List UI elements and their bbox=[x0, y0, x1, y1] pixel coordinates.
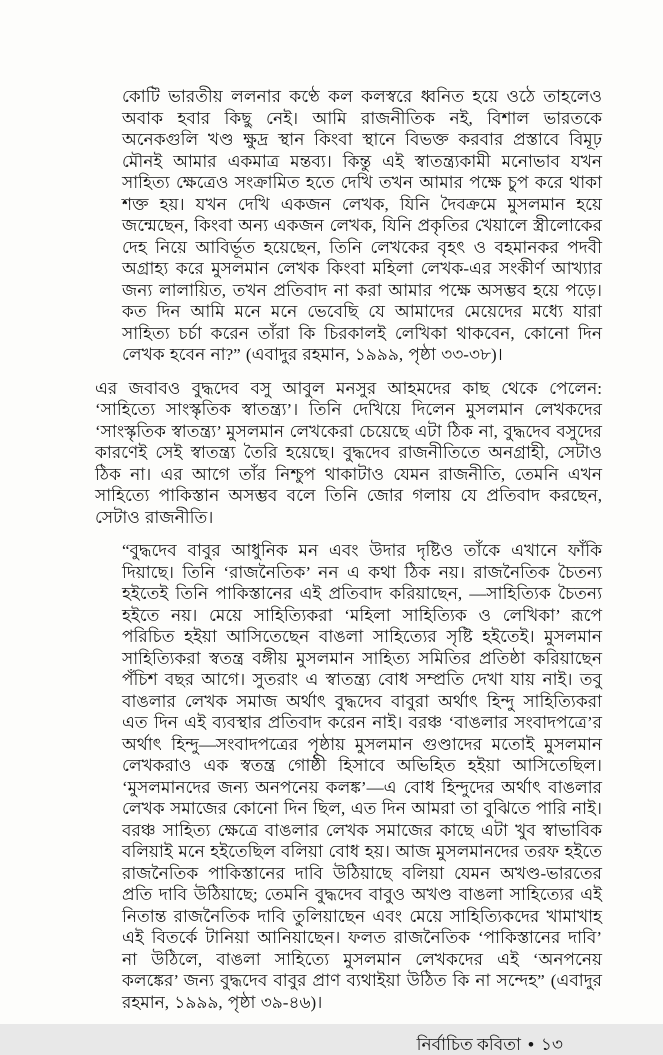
body-paragraph: এর জবাবও বুদ্ধদেব বসু আবুল মনসুর আহমদের কাছ থেকে পেলেন: ‘সাহিত্যে সাংস্কৃতিক স্বাতন্ত্র্য’। তিনি দেখিয়ে দিলেন মুসলমান লেখকদের ‘সাংস্কৃতিক স্বাতন্ত্র্য’ মুসলমান লেখকেরা চেয়েছে এটা ঠিক না, বুদ্ধদেব বসুদের কারণেই সেই স্বাতন্ত্র্য তৈরি হয়েছে। বুদ্ধদেব রাজনীতিতে অনগ্রাহী, সেটাও ঠিক না। এর আগে তাঁর নিশ্চুপ থাকাটাও যেমন রাজনীতি, তেমনি এখন সাহিত্যে পাকিস্তান অসম্ভব বলে তিনি জোর গলায় যে প্রতিবাদ করছেন, সেটাও রাজনীতি। bbox=[95, 378, 602, 527]
footer-book-title: নির্বাচিত কবিতা bbox=[416, 1035, 521, 1054]
footer-bullet-separator: • bbox=[527, 1035, 534, 1054]
blockquote-paragraph-1: কোটি ভারতীয় ললনার কণ্ঠে কল কলস্বরে ধ্বনিত হয়ে ওঠে তাহলেও অবাক হবার কিছু নেই। আমি রাজনীতিক নই, বিশাল ভারতকে অনেকগুলি খণ্ড ক্ষুদ্র স্থান কিংবা স্থানে বিভক্ত করবার প্রস্তাবে বিমূঢ় মৌনই আমার একমাত্র মন্তব্য। কিন্তু এই স্বাতন্ত্র্যকামী মনোভাব যখন সাহিত্য ক্ষেত্রেও সংক্রামিত হতে দেখি তখন আমার পক্ষে চুপ করে থাকা শক্ত হয়। যখন দেখি একজন লেখক, যিনি দৈবক্রমে মুসলমান হয়ে জন্মেছেন, কিংবা অন্য একজন লেখক, যিনি প্রকৃতির খেয়ালে স্ত্রীলোকের দেহ নিয়ে আবির্ভূত হয়েছেন, তিনি লেখকের বৃহৎ ও বহমানকর পদবী অগ্রাহ্য করে মুসলমান লেখক কিংবা মহিলা লেখক-এর সংকীর্ণ আখ্যার জন্য লালায়িত, তখন প্রতিবাদ না করা আমার পক্ষে অসম্ভব হয়ে পড়ে। কত দিন আমি মনে মনে ভেবেছি যে আমাদের মেয়েদের মধ্যে যারা সাহিত্য চর্চা করেন তাঁরা কি চিরকালই লেখিকা থাকবেন, কোনো দিন লেখক হবেন না?” (এবাদুর রহমান, ১৯৯৯, পৃষ্ঠা ৩৩-৩৮)। bbox=[122, 87, 602, 364]
page-footer bbox=[95, 1034, 602, 1055]
blockquote-paragraph-2: “বুদ্ধদেব বাবুর আধুনিক মন এবং উদার দৃষ্টিও তাঁকে এখানে ফাঁকি দিয়াছে। তিনি ‘রাজনৈতিক’ নন এ কথা ঠিক নয়। রাজনৈতিক চৈতন্য হইতেই তিনি পাকিস্তানের এই প্রতিবাদ করিয়াছেন, —সাহিত্যিক চৈতন্য হইতে নয়। মেয়ে সাহিত্যিকরা ‘মহিলা সাহিত্যিক ও লেখিকা’ রূপে পরিচিত হইয়া আসিতেছেন বাঙলা সাহিত্যের সৃষ্টি হইতেই। মুসলমান সাহিত্যিকরা স্বতন্ত্র বঙ্গীয় মুসলমান সাহিত্য সমিতির প্রতিষ্ঠা করিয়াছেন পঁচিশ বছর আগে। সুতরাং এ স্বাতন্ত্র্য বোধ সম্প্রতি দেখা যায় নাই। তবু বাঙলার লেখক সমাজ অর্থাৎ বুদ্ধদেব বাবুরা অর্থাৎ হিন্দু সাহিত্যিকরা এত দিন এই ব্যবস্থার প্রতিবাদ করেন নাই। বরঞ্চ ‘বাঙলার সংবাদপত্রে’র অর্থাৎ হিন্দু—সংবাদপত্রের পৃষ্ঠায় মুসলমান গুণ্ডাদের মতোই মুসলমান লেখকরাও এক স্বতন্ত্র গোষ্ঠী হিসাবে অভিহিত হইয়া আসিতেছিল। ‘মুসলমানদের জন্য অনপনেয় কলঙ্ক’—এ বোধ হিন্দুদের অর্থাৎ বাঙলার লেখক সমাজের কোনো দিন ছিল, এত দিন আমরা তা বুঝিতে পারি নাই। বরঞ্চ সাহিত্য ক্ষেত্রে বাঙলার লেখক সমাজের কাছে এটা খুব স্বাভাবিক বলিয়াই মনে হইতেছিল বলিয়া বোধ হয়। আজ মুসলমানদের তরফ হইতে রাজনৈতিক পাকিস্তানের দাবি উঠিয়াছে বলিয়া যেমন অখণ্ড-ভারতের প্রতি দাবি উঠিয়াছে; তেমনি বুদ্ধদেব বাবুও অখণ্ড বাঙলা সাহিত্যের এই নিতান্ত রাজনৈতিক দাবি তুলিয়াছেন এবং মেয়ে সাহিত্যিকদের খামাখাহ এই বিতর্কে টানিয়া আনিয়াছেন। ফলত রাজনৈতিক ‘পাকিস্তানের দাবি’ না উঠিলে, বাঙলা সাহিত্যে মুসলমান লেখকদের এই ‘অনপনেয় কলঙ্কের’ জন্য বুদ্ধদেব বাবুর প্রাণ ব্যথাইয়া উঠিত কি না সন্দেহ” (এবাদুর রহমান, ১৯৯৯, পৃষ্ঠা ৩৯-৪৬)। bbox=[122, 541, 602, 1012]
footer-page-number: ১৩ bbox=[540, 1035, 563, 1054]
